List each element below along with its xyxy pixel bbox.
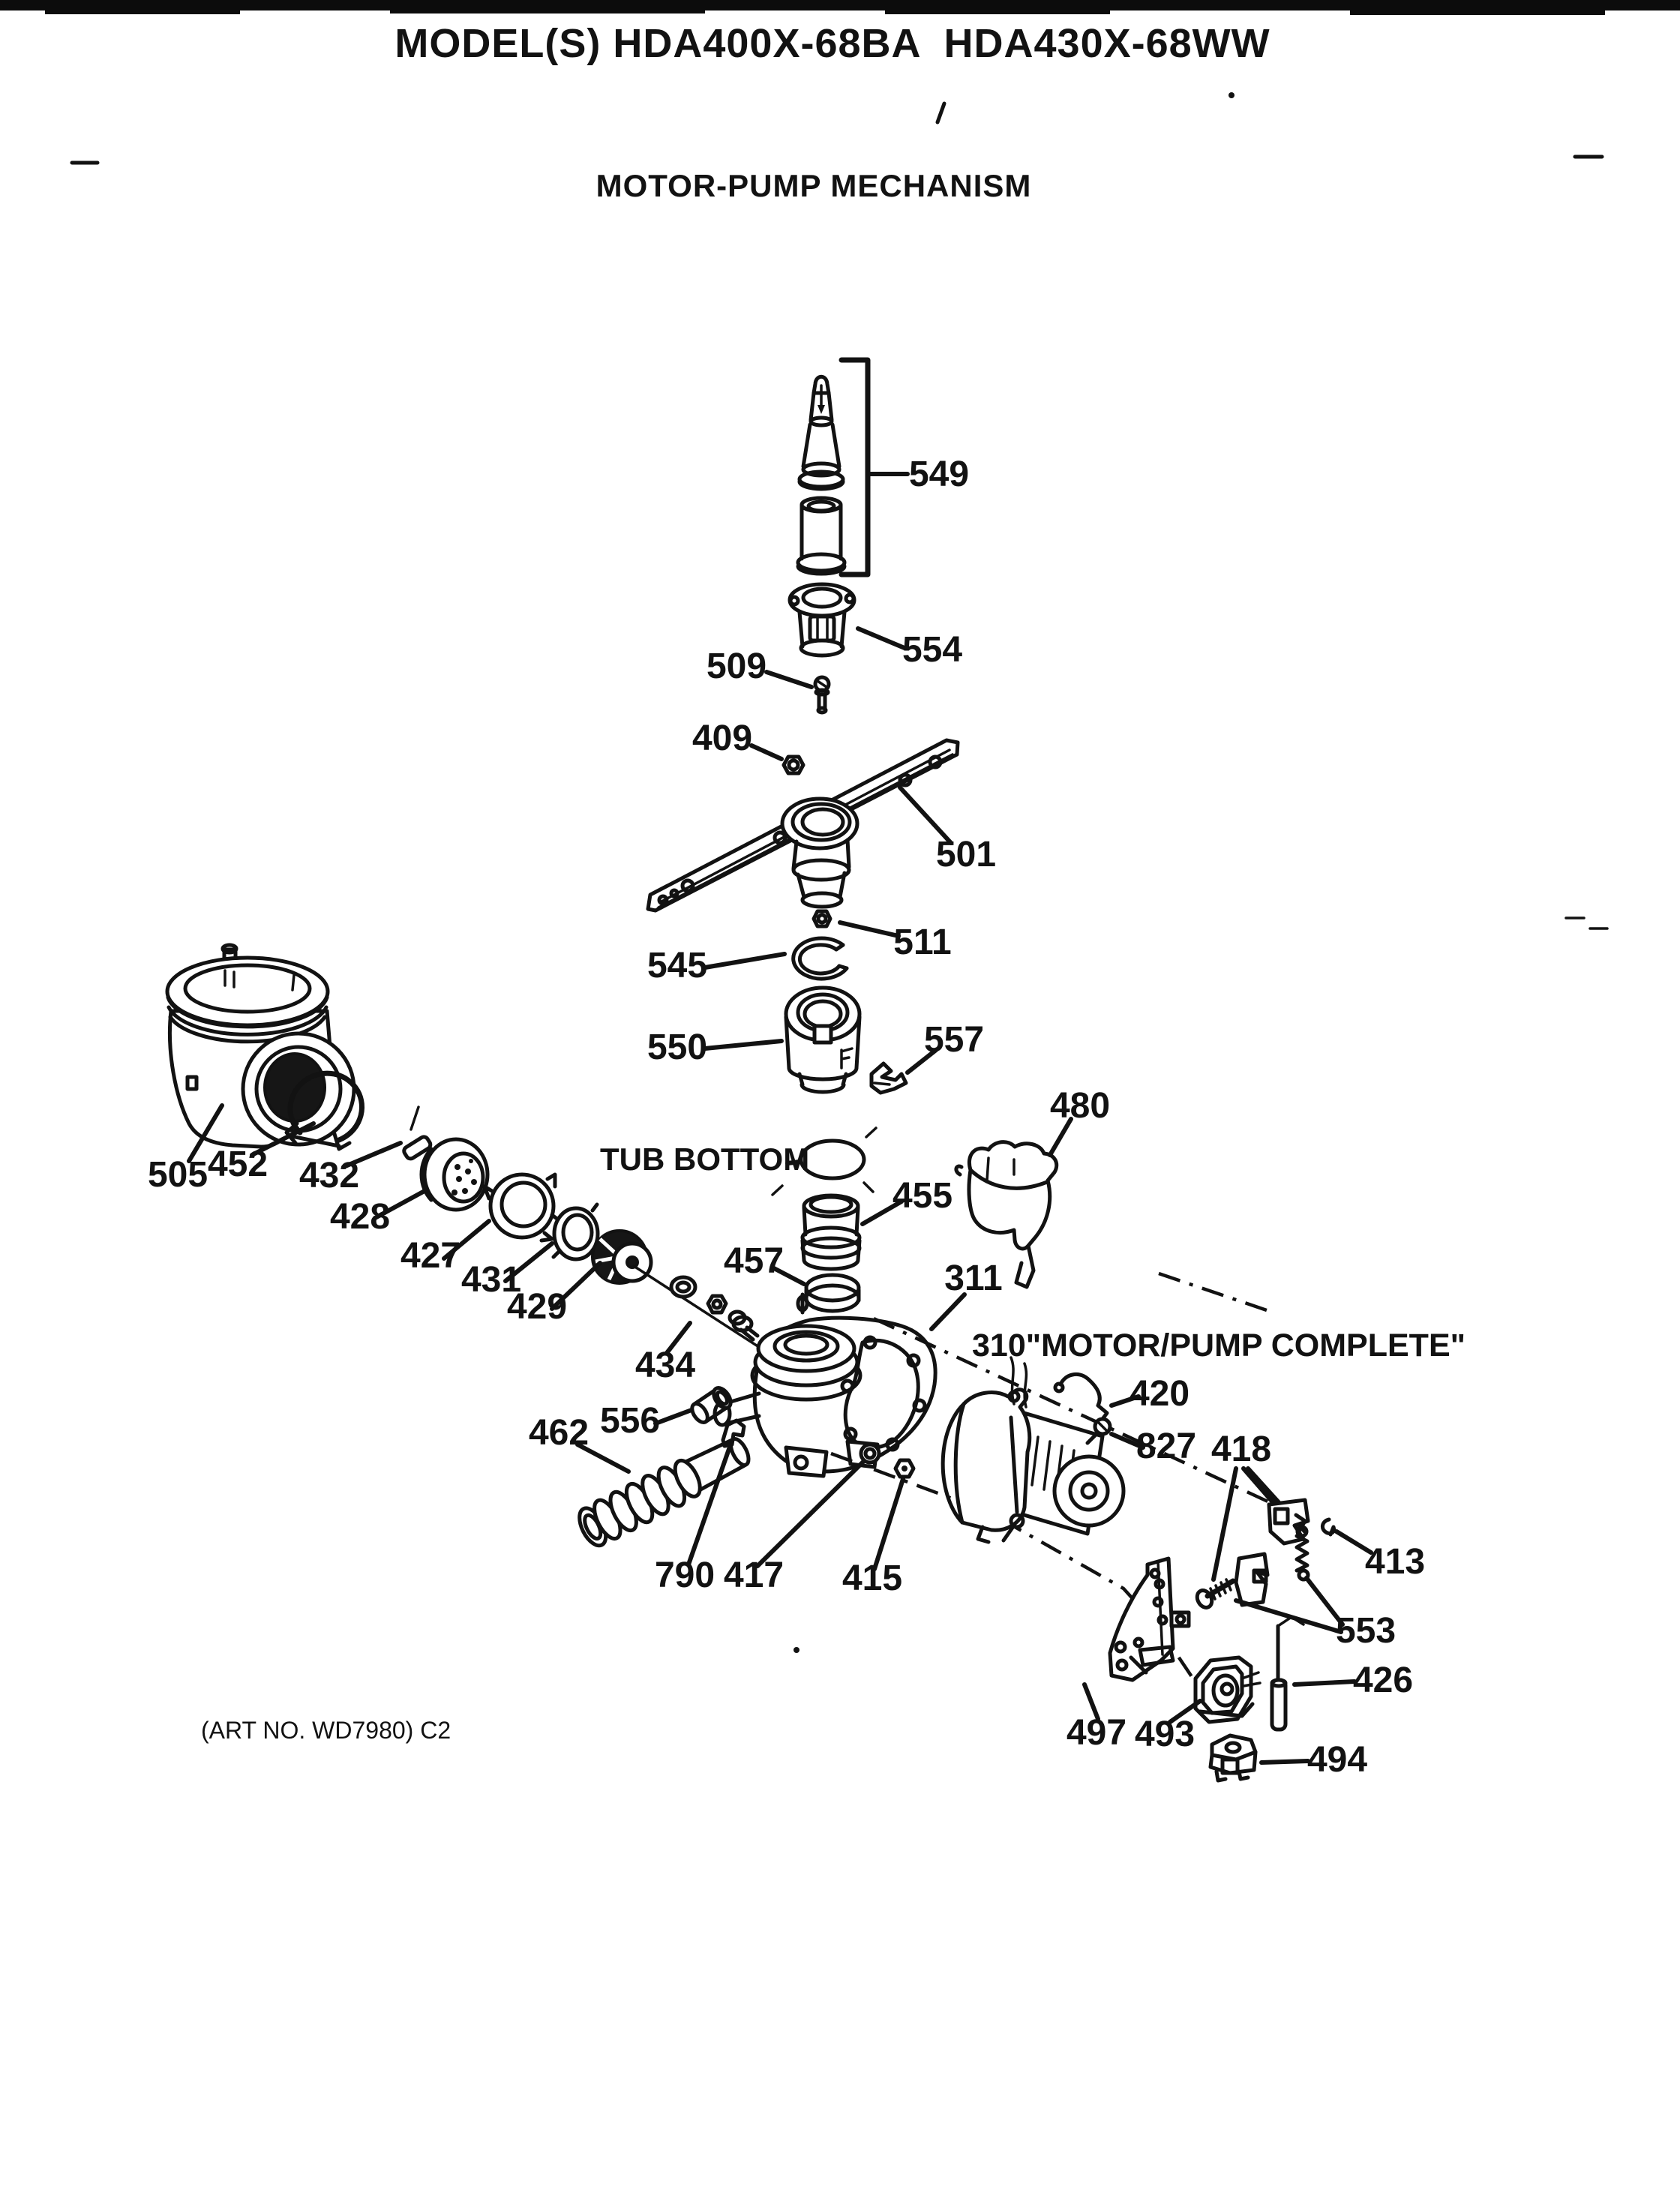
callout-427: 427 <box>400 1236 461 1276</box>
leader-511 <box>840 922 898 936</box>
part-509-screw <box>766 672 829 712</box>
leader-426 <box>1294 1682 1354 1684</box>
callout-556: 556 <box>599 1401 661 1441</box>
leader-311 <box>932 1294 964 1329</box>
callout-420: 420 <box>1129 1374 1190 1414</box>
leader-790 <box>688 1449 729 1564</box>
leader-509 <box>766 672 812 687</box>
callout-434: 434 <box>634 1346 696 1385</box>
callout-452: 452 <box>207 1144 268 1184</box>
bracket-549 <box>842 360 868 574</box>
part-413-clip <box>1322 1520 1371 1552</box>
callout-480: 480 <box>1049 1086 1111 1126</box>
callout-554: 554 <box>902 630 963 670</box>
part-545-snap-ring <box>705 938 847 979</box>
part-497-bracket <box>1084 1558 1189 1719</box>
callout-501: 501 <box>935 835 997 874</box>
scan-top-bar <box>0 0 1680 15</box>
callout-497: 497 <box>1066 1713 1127 1753</box>
callout-462: 462 <box>528 1413 590 1453</box>
part-549-spindle-kit <box>798 360 908 574</box>
part-550-seal <box>705 988 860 1092</box>
callout-550: 550 <box>646 1028 708 1067</box>
callout-545: 545 <box>646 946 708 986</box>
part-505-housing <box>167 945 354 1161</box>
callout-415: 415 <box>842 1558 903 1598</box>
callout-417: 417 <box>723 1556 784 1595</box>
page-title: MODEL(S) HDA400X-68BA HDA430X-68WW <box>394 21 1270 66</box>
callout-509: 509 <box>706 646 767 686</box>
callout-431: 431 <box>460 1260 522 1300</box>
tub-bottom-label: TUB BOTTOM <box>600 1142 810 1177</box>
part-455-coupling <box>802 1196 902 1269</box>
callout-418: 418 <box>1210 1430 1272 1469</box>
callout-455: 455 <box>892 1176 953 1216</box>
callout-311: 311 <box>944 1258 1003 1298</box>
leader-545 <box>705 954 784 968</box>
callout-428: 428 <box>329 1197 391 1237</box>
leader-550 <box>705 1041 782 1048</box>
callout-511: 511 <box>893 922 952 962</box>
callout-494: 494 <box>1306 1740 1368 1780</box>
part-494-block <box>1210 1736 1308 1780</box>
axis-dash-line-short <box>1159 1274 1269 1311</box>
art-number: (ART NO. WD7980) C2 <box>201 1717 452 1744</box>
part-420-wire <box>1055 1374 1138 1419</box>
callout-553: 553 <box>1335 1611 1396 1651</box>
callout-432: 432 <box>298 1156 360 1196</box>
leader-418-a <box>1214 1468 1236 1580</box>
part-409-nut <box>752 746 803 773</box>
leader-556 <box>656 1410 692 1424</box>
callout-457: 457 <box>723 1241 784 1281</box>
callout-505: 505 <box>147 1155 208 1195</box>
callout-409: 409 <box>692 718 753 758</box>
callout-493: 493 <box>1134 1714 1196 1754</box>
callout-827: 827 <box>1136 1426 1197 1466</box>
motor-pump-complete-label: 310"MOTOR/PUMP COMPLETE" <box>972 1328 1466 1364</box>
callout-557: 557 <box>923 1020 985 1060</box>
callout-790: 790 <box>654 1556 716 1595</box>
callout-413: 413 <box>1364 1542 1426 1582</box>
part-428-disc <box>375 1139 488 1218</box>
page-subtitle: MOTOR-PUMP MECHANISM <box>596 168 1032 203</box>
part-418-mount-kit <box>1194 1468 1308 1610</box>
part-554-hub <box>790 584 904 656</box>
callout-429: 429 <box>506 1287 568 1327</box>
callout-549: 549 <box>908 454 970 494</box>
part-457-clamp <box>772 1268 859 1312</box>
leader-409 <box>752 746 782 759</box>
part-511-nut <box>814 911 898 936</box>
leader-415 <box>874 1479 903 1569</box>
leader-554 <box>858 628 904 648</box>
callout-426: 426 <box>1352 1660 1414 1700</box>
leader-494 <box>1262 1761 1308 1762</box>
